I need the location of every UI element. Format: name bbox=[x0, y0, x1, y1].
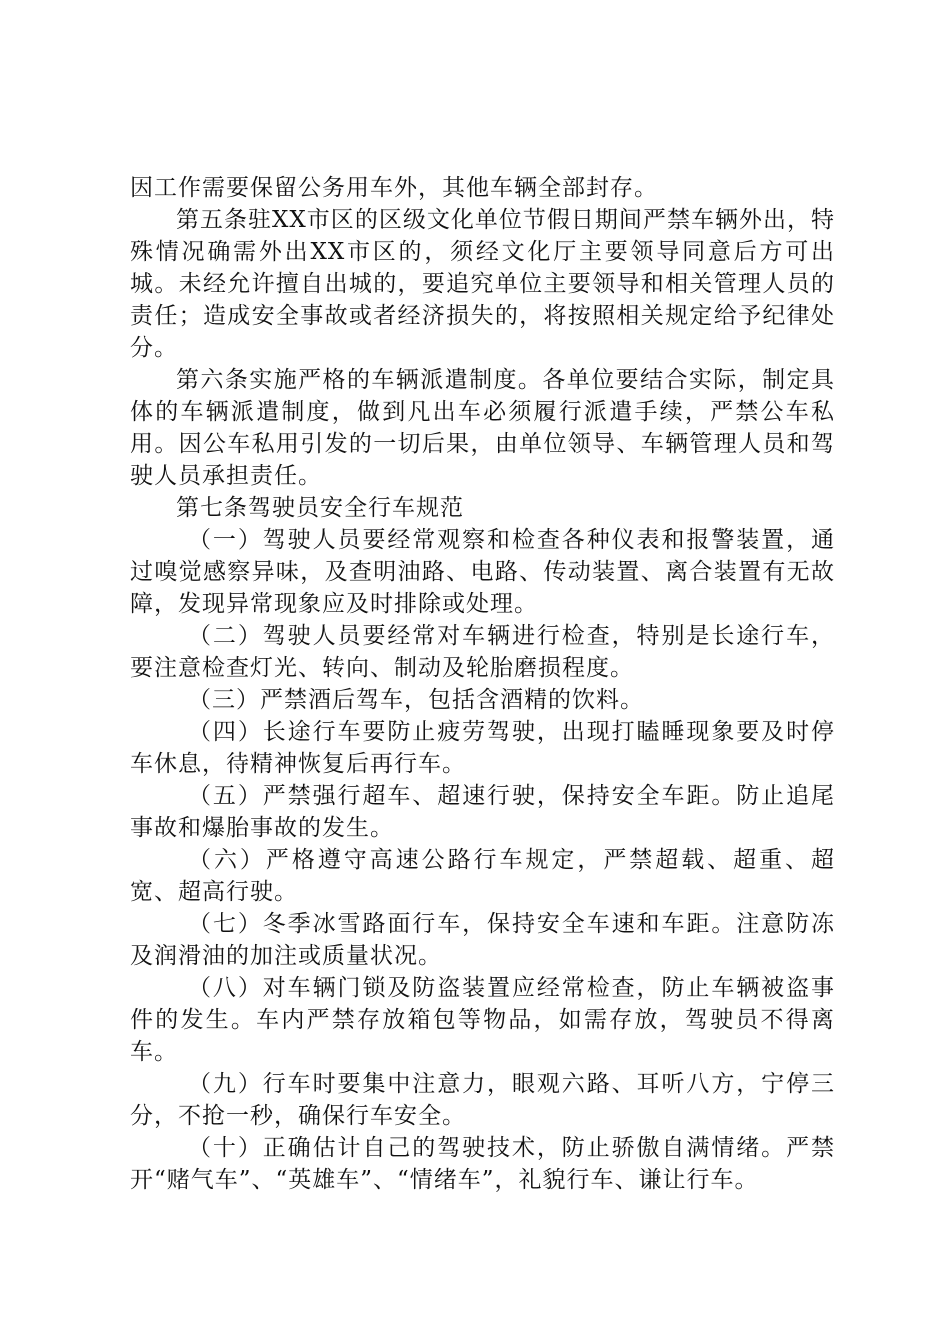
article-6-paragraph: 第六条实施严格的车辆派遣制度。各单位要结合实际，制定具体的车辆派遣制度，做到凡出车必须履行派遣手续，严禁公车私用。因公车私用引发的一切后果，由单位领导、车辆管理人员和驾驶人员承担责任。 bbox=[130, 367, 835, 489]
rule-item-6: （六）严格遵守高速公路行车规定，严禁超载、超重、超宽、超高行驶。 bbox=[130, 847, 835, 905]
document-body bbox=[130, 172, 835, 1196]
rule-item-4: （四）长途行车要防止疲劳驾驶，出现打瞌睡现象要及时停车休息，待精神恢复后再行车。 bbox=[130, 719, 835, 777]
rule-item-5: （五）严禁强行超车、超速行驶，保持安全车距。防止追尾事故和爆胎事故的发生。 bbox=[130, 783, 835, 841]
rule-item-2: （二）驾驶人员要经常对车辆进行检查，特别是长途行车，要注意检查灯光、转向、制动及轮胎磨损程度。 bbox=[130, 623, 835, 681]
rule-item-7: （七）冬季冰雪路面行车，保持安全车速和车距。注意防冻及润滑油的加注或质量状况。 bbox=[130, 911, 835, 969]
rule-item-8: （八）对车辆门锁及防盗装置应经常检查，防止车辆被盗事件的发生。车内严禁存放箱包等物品，如需存放，驾驶员不得离车。 bbox=[130, 975, 835, 1065]
article-5-paragraph: 第五条驻XX市区的区级文化单位节假日期间严禁车辆外出，特殊情况确需外出XX市区的，须经文化厅主要领导同意后方可出城。未经允许擅自出城的，要追究单位主要领导和相关管理人员的责任；造成安全事故或者经济损失的，将按照相关规定给予纪律处分。 bbox=[130, 207, 835, 361]
rule-item-10: （十）正确估计自己的驾驶技术，防止骄傲自满情绪。严禁开“赌气车”、“英雄车”、“情绪车”，礼貌行车、谦让行车。 bbox=[130, 1135, 835, 1193]
rule-item-3: （三）严禁酒后驾车，包括含酒精的饮料。 bbox=[188, 687, 644, 713]
rule-item-1: （一）驾驶人员要经常观察和检查各种仪表和报警装置，通过嗅觉感察异味，及查明油路、电路、传动装置、离合装置有无故障，发现异常现象应及时排除或处理。 bbox=[130, 527, 835, 617]
paragraph-continuation: 因工作需要保留公务用车外，其他车辆全部封存。 bbox=[130, 175, 658, 201]
article-7-heading: 第七条驾驶员安全行车规范 bbox=[176, 495, 464, 521]
rule-item-9: （九）行车时要集中注意力，眼观六路、耳听八方，宁停三分，不抢一秒，确保行车安全。 bbox=[130, 1071, 835, 1129]
